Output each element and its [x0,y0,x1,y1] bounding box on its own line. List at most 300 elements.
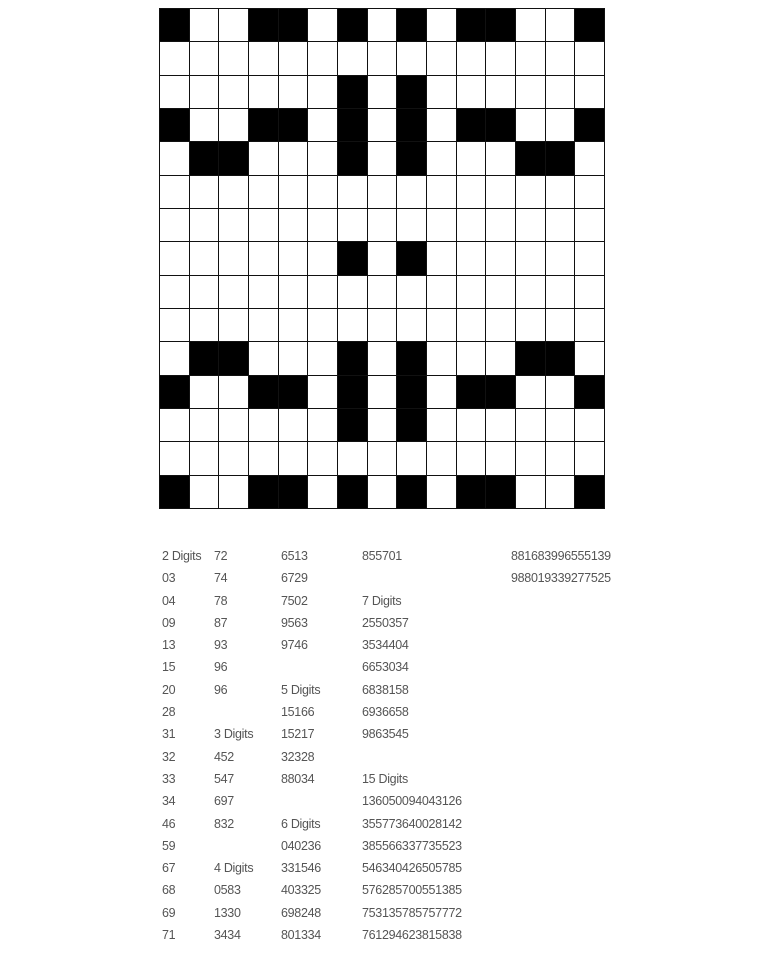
grid-cell[interactable] [190,42,220,75]
grid-cell[interactable] [160,42,190,75]
grid-cell[interactable] [279,142,309,175]
list-item: 040236 [281,838,321,853]
grid-cell[interactable] [308,9,338,42]
list-item: 355773640028142 [362,816,462,831]
grid-cell[interactable] [516,209,546,242]
grid-cell[interactable] [546,376,576,409]
list-item: 2550357 [362,615,409,630]
word-list-column-2 [214,545,253,946]
grid-cell[interactable] [457,242,487,275]
list-item: 32328 [281,749,315,764]
grid-cell[interactable] [368,342,398,375]
list-item: 801334 [281,928,321,943]
grid-cell[interactable] [190,376,220,409]
grid-cell[interactable] [160,342,190,375]
grid-cell-black [397,342,427,375]
grid-cell[interactable] [427,376,457,409]
grid-cell-black [338,76,368,109]
grid-cell-black [575,476,605,509]
list-item: 5 Digits [281,682,321,697]
grid-cell-black [457,9,487,42]
grid-cell[interactable] [427,176,457,209]
grid-cell-black [190,142,220,175]
list-item: 96 [214,660,228,675]
list-item: 855701 [362,549,402,563]
grid-cell[interactable] [575,242,605,275]
grid-cell[interactable] [427,342,457,375]
list-item: 46 [162,816,176,831]
list-item: 881683996555139 [511,549,611,563]
list-item: 31 [162,727,176,742]
grid-cell[interactable] [427,76,457,109]
grid-cell-black [546,342,576,375]
grid-cell[interactable] [546,209,576,242]
grid-cell[interactable] [249,242,279,275]
grid-cell[interactable] [486,176,516,209]
grid-cell[interactable] [219,476,249,509]
list-item: 331546 [281,861,321,876]
grid-cell[interactable] [516,76,546,109]
grid-cell[interactable] [219,9,249,42]
grid-cell[interactable] [249,209,279,242]
list-item: 93 [214,638,228,653]
grid-cell[interactable] [368,42,398,75]
grid-cell[interactable] [546,42,576,75]
grid-cell[interactable] [249,142,279,175]
word-list-column-4 [362,545,462,946]
grid-cell[interactable] [427,9,457,42]
grid-cell[interactable] [190,76,220,109]
word-list-column-3 [281,545,321,946]
grid-cell-black [486,109,516,142]
grid-cell-black [279,476,309,509]
grid-cell[interactable] [308,42,338,75]
grid-cell[interactable] [279,76,309,109]
grid-cell-black [219,142,249,175]
grid-cell-black [397,242,427,275]
list-item: 09 [162,615,176,630]
list-item: 2 Digits [162,549,202,563]
list-item: 59 [162,838,176,853]
grid-cell[interactable] [516,9,546,42]
grid-cell[interactable] [249,409,279,442]
grid-cell[interactable] [516,176,546,209]
grid-cell[interactable] [308,176,338,209]
grid-cell[interactable] [368,176,398,209]
list-item: 96 [214,682,228,697]
grid-cell[interactable] [368,476,398,509]
list-item: 753135785757772 [362,905,462,920]
grid-cell-black [160,109,190,142]
grid-cell[interactable] [427,409,457,442]
grid-cell-black [397,109,427,142]
grid-cell[interactable] [219,409,249,442]
grid-cell[interactable] [397,42,427,75]
grid-cell-black [279,9,309,42]
grid-cell[interactable] [575,42,605,75]
grid-cell[interactable] [338,309,368,342]
list-item: 9563 [281,615,308,630]
list-item: 87 [214,615,228,630]
list-item: 69 [162,905,176,920]
grid-cell[interactable] [427,109,457,142]
grid-cell[interactable] [457,276,487,309]
grid-cell-black [338,142,368,175]
grid-cell[interactable] [486,442,516,475]
grid-cell-black [397,476,427,509]
list-item: 761294623815838 [362,928,462,943]
grid-cell-black [397,76,427,109]
grid-cell[interactable] [160,209,190,242]
list-item: 403325 [281,883,321,898]
grid-cell[interactable] [338,276,368,309]
list-item: 32 [162,749,176,764]
list-item [214,701,253,723]
grid-cell[interactable] [368,142,398,175]
list-item: 832 [214,816,234,831]
grid-cell[interactable] [575,309,605,342]
list-item: 452 [214,749,234,764]
grid-cell[interactable] [516,276,546,309]
grid-cell[interactable] [575,442,605,475]
grid-cell-black [338,342,368,375]
grid-cell[interactable] [308,342,338,375]
grid-cell-black [457,376,487,409]
list-item: 71 [162,928,176,943]
grid-cell[interactable] [219,109,249,142]
list-item: 546340426505785 [362,861,462,876]
grid-cell[interactable] [457,442,487,475]
grid-cell[interactable] [219,42,249,75]
grid-cell[interactable] [219,376,249,409]
grid-cell[interactable] [516,309,546,342]
grid-cell[interactable] [397,209,427,242]
list-item: 78 [214,593,228,608]
grid-cell-black [249,109,279,142]
grid-cell[interactable] [190,109,220,142]
grid-cell-black [575,109,605,142]
grid-cell[interactable] [279,209,309,242]
grid-cell[interactable] [160,442,190,475]
list-item: 7 Digits [362,593,402,608]
grid-cell[interactable] [308,276,338,309]
grid-cell[interactable] [516,376,546,409]
grid-cell[interactable] [160,276,190,309]
list-item: 20 [162,682,176,697]
list-item: 15217 [281,727,315,742]
list-item: 03 [162,571,176,586]
list-item: 547 [214,771,234,786]
grid-cell[interactable] [457,342,487,375]
grid-cell[interactable] [546,9,576,42]
list-item: 72 [214,549,228,563]
grid-cell[interactable] [397,276,427,309]
list-item: 3434 [214,928,241,943]
grid-cell[interactable] [397,442,427,475]
list-item: 4 Digits [214,861,254,876]
grid-cell[interactable] [338,442,368,475]
grid-cell-black [160,376,190,409]
grid-cell[interactable] [249,76,279,109]
grid-cell[interactable] [368,442,398,475]
grid-cell[interactable] [546,476,576,509]
grid-cell-black [249,376,279,409]
list-item: 6838158 [362,682,409,697]
grid-cell[interactable] [575,342,605,375]
grid-cell[interactable] [427,142,457,175]
grid-cell[interactable] [486,409,516,442]
grid-cell[interactable] [486,342,516,375]
grid-cell[interactable] [219,209,249,242]
grid-cell-black [397,142,427,175]
grid-cell[interactable] [308,76,338,109]
grid-cell[interactable] [546,309,576,342]
grid-cell[interactable] [546,442,576,475]
grid-cell[interactable] [279,442,309,475]
grid-cell-black [397,376,427,409]
grid-cell[interactable] [427,42,457,75]
grid-cell[interactable] [190,476,220,509]
grid-cell[interactable] [308,242,338,275]
grid-cell-black [249,476,279,509]
list-item: 6513 [281,549,308,563]
grid-cell[interactable] [368,309,398,342]
grid-cell[interactable] [575,409,605,442]
grid-cell[interactable] [190,442,220,475]
grid-cell[interactable] [249,442,279,475]
grid-cell[interactable] [368,9,398,42]
grid-cell[interactable] [279,342,309,375]
grid-cell[interactable] [427,309,457,342]
grid-cell-black [279,376,309,409]
list-item [214,835,253,857]
list-item: 7502 [281,593,308,608]
word-list-column-1 [162,545,201,946]
grid-cell-black [516,142,546,175]
list-item: 13 [162,638,176,653]
grid-cell[interactable] [219,442,249,475]
grid-cell[interactable] [516,242,546,275]
grid-cell[interactable] [368,209,398,242]
grid-cell-black [397,409,427,442]
list-item [362,746,462,768]
grid-cell[interactable] [368,242,398,275]
grid-cell[interactable] [249,342,279,375]
grid-cell-black [338,376,368,409]
grid-cell[interactable] [160,142,190,175]
list-item: 3 Digits [214,727,254,742]
grid-cell[interactable] [457,309,487,342]
grid-cell[interactable] [516,476,546,509]
grid-cell[interactable] [160,409,190,442]
list-item: 136050094043126 [362,794,462,809]
grid-cell[interactable] [308,109,338,142]
grid-cell[interactable] [486,142,516,175]
grid-cell-black [279,109,309,142]
grid-cell-black [486,9,516,42]
grid-cell[interactable] [249,276,279,309]
crossword-grid [159,8,605,509]
grid-cell[interactable] [486,276,516,309]
grid-cell[interactable] [546,276,576,309]
grid-cell[interactable] [516,409,546,442]
grid-cell[interactable] [486,42,516,75]
grid-cell[interactable] [427,442,457,475]
grid-cell-black [397,9,427,42]
grid-cell[interactable] [516,442,546,475]
grid-cell[interactable] [427,276,457,309]
grid-cell[interactable] [575,209,605,242]
grid-cell[interactable] [308,309,338,342]
grid-cell-black [486,376,516,409]
list-item [362,567,462,589]
grid-cell[interactable] [308,442,338,475]
list-item: 6729 [281,571,308,586]
list-item: 88034 [281,771,315,786]
grid-cell-black [338,409,368,442]
grid-cell[interactable] [160,76,190,109]
list-item: 9746 [281,638,308,653]
grid-cell[interactable] [486,76,516,109]
grid-cell[interactable] [219,309,249,342]
grid-cell[interactable] [368,109,398,142]
grid-cell[interactable] [427,476,457,509]
grid-cell-black [249,9,279,42]
grid-cell-black [338,109,368,142]
grid-cell[interactable] [368,376,398,409]
grid-cell-black [338,9,368,42]
grid-cell[interactable] [190,209,220,242]
grid-cell[interactable] [427,242,457,275]
grid-cell[interactable] [457,76,487,109]
list-item [281,790,321,812]
grid-cell[interactable] [308,209,338,242]
grid-cell[interactable] [219,176,249,209]
grid-cell[interactable] [516,109,546,142]
grid-cell-black [486,476,516,509]
grid-cell[interactable] [160,176,190,209]
grid-cell[interactable] [368,76,398,109]
grid-cell[interactable] [219,276,249,309]
list-item: 28 [162,705,176,720]
grid-cell[interactable] [486,209,516,242]
list-item: 0583 [214,883,241,898]
grid-cell[interactable] [249,309,279,342]
grid-cell[interactable] [219,242,249,275]
grid-cell[interactable] [308,476,338,509]
grid-cell-black [457,109,487,142]
grid-cell[interactable] [457,142,487,175]
grid-cell[interactable] [190,176,220,209]
grid-cell[interactable] [457,42,487,75]
grid-cell[interactable] [338,176,368,209]
grid-cell[interactable] [160,309,190,342]
list-item: 33 [162,771,176,786]
grid-cell[interactable] [190,9,220,42]
grid-cell[interactable] [575,142,605,175]
grid-cell-black [190,342,220,375]
grid-cell[interactable] [397,309,427,342]
grid-cell[interactable] [279,276,309,309]
grid-cell[interactable] [516,42,546,75]
grid-cell-black [338,242,368,275]
grid-cell-black [575,9,605,42]
list-item: 6 Digits [281,816,321,831]
grid-cell[interactable] [575,76,605,109]
list-item: 6653034 [362,660,409,675]
grid-cell[interactable] [219,76,249,109]
grid-cell-black [575,376,605,409]
grid-cell[interactable] [279,409,309,442]
grid-cell[interactable] [546,76,576,109]
grid-cell-black [516,342,546,375]
list-item: 697 [214,794,234,809]
grid-cell[interactable] [546,409,576,442]
grid-cell[interactable] [308,376,338,409]
grid-cell[interactable] [160,242,190,275]
grid-cell-black [546,142,576,175]
grid-cell[interactable] [190,276,220,309]
grid-cell[interactable] [457,209,487,242]
list-item: 68 [162,883,176,898]
grid-cell[interactable] [308,142,338,175]
grid-cell[interactable] [249,176,279,209]
list-item: 04 [162,593,176,608]
list-item [281,656,321,678]
grid-cell[interactable] [486,309,516,342]
list-item: 15 [162,660,176,675]
grid-cell[interactable] [368,409,398,442]
grid-cell[interactable] [397,176,427,209]
word-list-column-5 [511,545,611,590]
grid-cell[interactable] [427,209,457,242]
grid-cell-black [160,476,190,509]
list-item: 988019339277525 [511,571,611,586]
grid-cell-black [219,342,249,375]
grid-cell[interactable] [279,242,309,275]
grid-cell[interactable] [279,176,309,209]
list-item: 3534404 [362,638,409,653]
grid-cell[interactable] [190,242,220,275]
grid-cell-black [160,9,190,42]
grid-cell[interactable] [457,409,487,442]
grid-cell[interactable] [338,209,368,242]
grid-cell[interactable] [575,176,605,209]
grid-cell[interactable] [457,176,487,209]
grid-cell[interactable] [546,176,576,209]
grid-cell[interactable] [546,242,576,275]
list-item: 15 Digits [362,771,408,786]
grid-cell[interactable] [368,276,398,309]
list-item: 385566337735523 [362,838,462,853]
list-item: 34 [162,794,176,809]
grid-cell[interactable] [279,309,309,342]
grid-cell[interactable] [486,242,516,275]
grid-cell[interactable] [575,276,605,309]
grid-cell[interactable] [190,309,220,342]
grid-cell[interactable] [249,42,279,75]
grid-cell[interactable] [190,409,220,442]
list-item: 74 [214,571,228,586]
list-item: 15166 [281,705,315,720]
grid-cell[interactable] [546,109,576,142]
list-item: 698248 [281,905,321,920]
list-item: 9863545 [362,727,409,742]
grid-cell[interactable] [279,42,309,75]
grid-cell-black [338,476,368,509]
grid-cell[interactable] [338,42,368,75]
grid-cell[interactable] [308,409,338,442]
